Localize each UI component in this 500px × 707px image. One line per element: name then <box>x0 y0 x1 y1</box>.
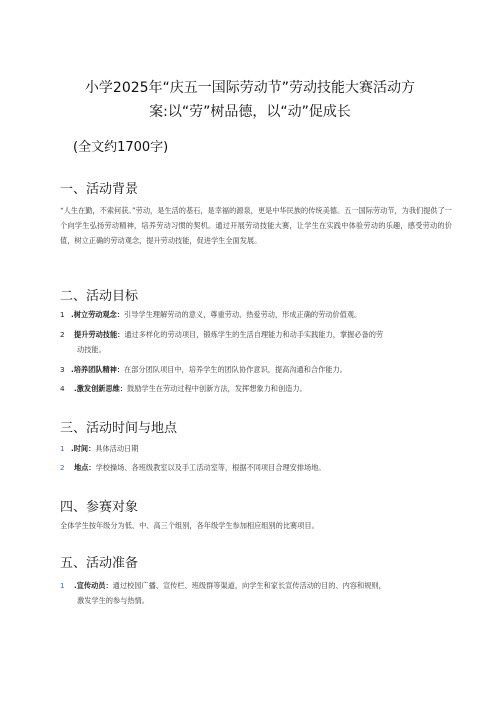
list-text-continued: 激发学生的参与热情。 <box>77 596 149 605</box>
list-label: .时间： <box>71 444 96 453</box>
word-count-note: (全文约1700字) <box>73 140 169 155</box>
section-paragraph-participants: 全体学生按年级分为低、中、高三个组别，各年级学生参加相应组别的比赛项目。 <box>60 521 319 530</box>
list-item <box>60 307 452 322</box>
list-number: 2 <box>60 330 65 339</box>
section-heading-time-place: 三、活动时间与地点 <box>60 421 178 436</box>
section-heading-goals: 二、活动目标 <box>60 289 139 304</box>
section-paragraph-background: “人生在勤，不索何获。”劳动，是生活的基石，是幸福的源泉，更是中华民族的传统美德。五一国际劳动节，为我们提供了一个向学生弘扬劳动精神，培养劳动习惯的契机。通过开展劳动技能大赛，让学生在实践中体验劳动的乐趣，感受劳动的价值，树立正确的劳动观念，提升劳动技能，促进学生全面发展。 <box>60 206 452 245</box>
section-heading-preparation: 五、活动准备 <box>60 556 139 571</box>
document-title-line-1: 小学2025年“庆五一国际劳动节”劳动技能大赛活动方 <box>84 80 416 96</box>
list-item <box>60 578 452 608</box>
list-label: 提升劳动技能： <box>74 330 125 339</box>
list-number: 2 <box>60 463 65 472</box>
list-text: 具体活动日期 <box>95 444 139 453</box>
list-label: .树立劳动观念： <box>71 310 125 319</box>
list-text: 鼓励学生在劳动过程中创新方法，发挥想象力和创造力。 <box>127 384 307 393</box>
list-number: 4 <box>60 384 65 393</box>
list-number: 1 <box>60 444 65 453</box>
list-number: 3 <box>60 365 65 374</box>
list-label: .宣传动员： <box>74 581 113 590</box>
list-item <box>60 362 452 377</box>
list-label: .培养团队精神： <box>71 365 125 374</box>
list-text: 通过多样化的劳动项目，锻炼学生的生活自理能力和动手实践能力，掌握必备的劳 <box>124 330 384 339</box>
list-label: .激发创新思维： <box>74 384 128 393</box>
list-item <box>60 327 452 357</box>
list-label: 地点： <box>74 463 96 472</box>
list-text: 引导学生理解劳动的意义，尊重劳动、热爱劳动，形成正确的劳动价值观。 <box>124 310 362 319</box>
list-number: 1 <box>60 581 65 590</box>
document-title-line-2: 案:以“劳”树品德，以“动”促成长 <box>149 104 351 120</box>
list-number: 1 <box>60 310 65 319</box>
section-heading-background: 一、活动背景 <box>60 182 139 197</box>
list-text-continued: 动技能。 <box>77 345 106 354</box>
list-item <box>60 441 452 456</box>
list-item <box>60 460 452 475</box>
list-item <box>60 381 452 396</box>
section-heading-participants: 四、参赛对象 <box>60 500 139 515</box>
list-text: 通过校园广播、宣传栏、班级群等渠道，向学生和家长宣传活动的目的、内容和规则， <box>112 581 386 590</box>
list-text: 学校操场、各班级教室以及手工活动室等，根据不同项目合理安排场地。 <box>95 463 326 472</box>
list-text: 在部分团队项目中，培养学生的团队协作意识，提高沟通和合作能力。 <box>124 365 347 374</box>
